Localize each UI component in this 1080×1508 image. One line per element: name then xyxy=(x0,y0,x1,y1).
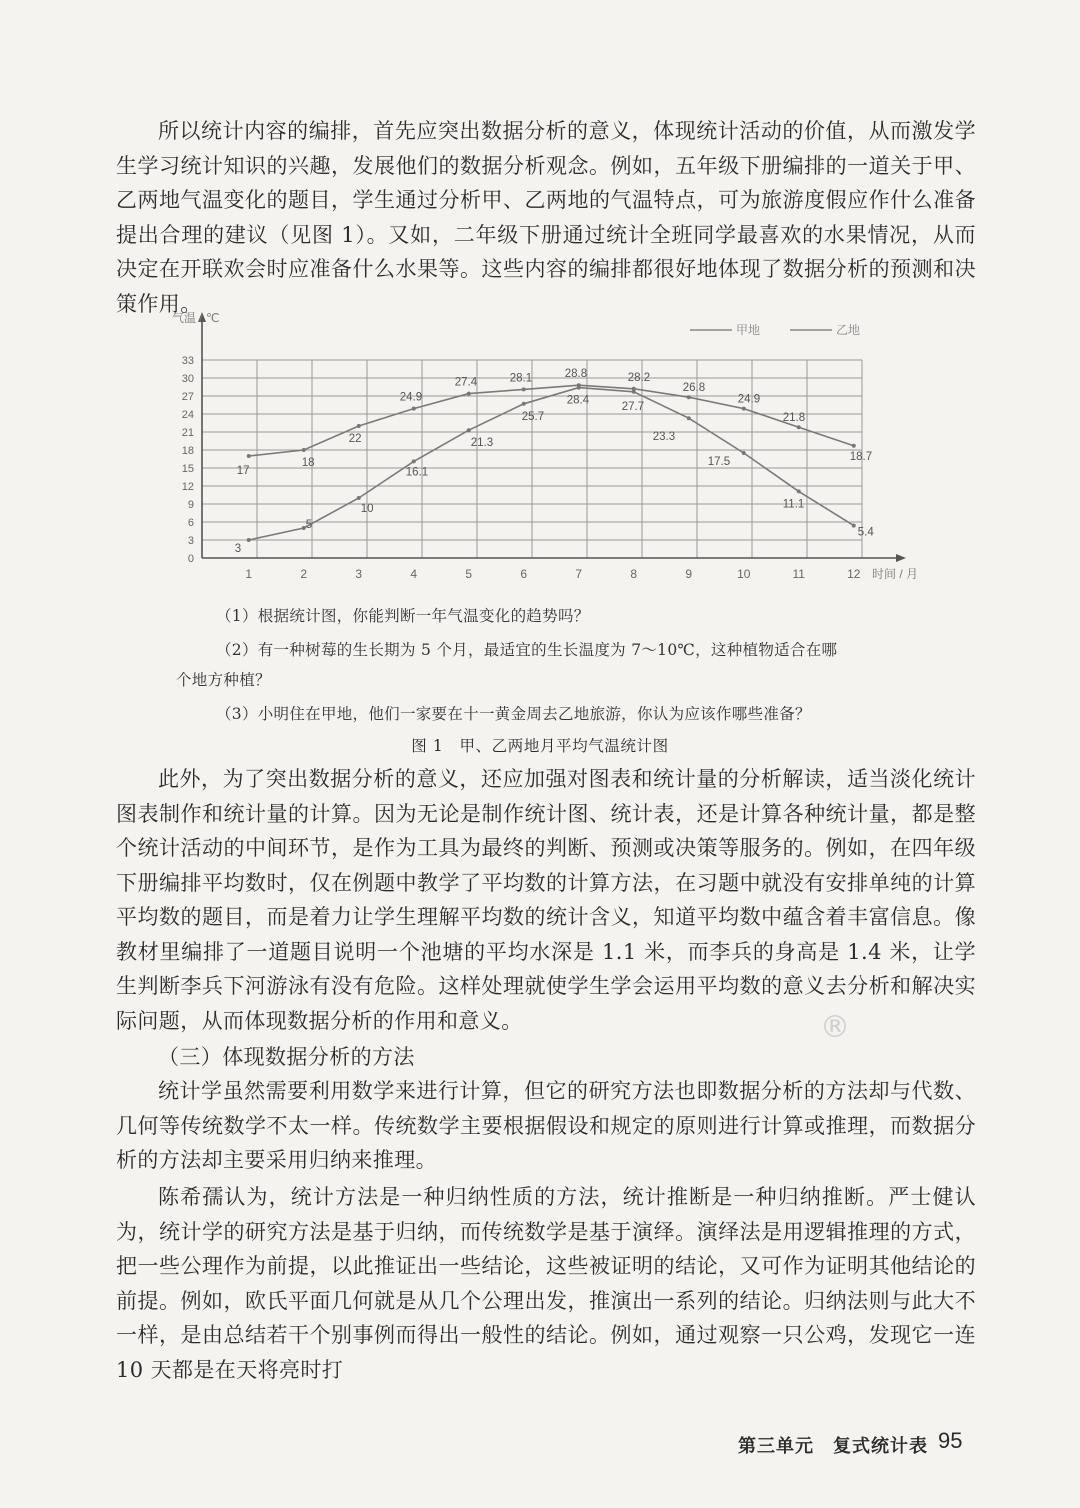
x-tick-label: 12 xyxy=(847,567,861,581)
data-label: 26.8 xyxy=(682,382,706,395)
data-label: 28.4 xyxy=(566,394,590,407)
data-label: 28.8 xyxy=(564,368,588,381)
x-tick-label: 6 xyxy=(520,567,528,581)
data-point xyxy=(522,387,526,391)
x-tick-label: 10 xyxy=(737,567,751,581)
data-label: 11.1 xyxy=(782,498,805,511)
data-point xyxy=(742,407,746,411)
data-label: 21.8 xyxy=(782,412,806,425)
data-label: 3 xyxy=(234,543,242,555)
data-point xyxy=(412,459,416,463)
data-label: 28.2 xyxy=(627,371,651,384)
y-tick-label: 15 xyxy=(181,463,194,475)
data-point xyxy=(247,538,251,542)
paragraph-analysis: 此外，为了突出数据分析的意义，还应加强对图表和统计量的分析解读，适当淡化统计图表制作和统计量的计算。因为无论是制作统计图、统计表，还是计算各种统计量，都是整个统计活动的中间环节，是作为工具为最终的判断、预测或决策等服务的。例如，在四年级下册编排平均数时，仅在例题中教学了平均数的计算方法，在习题中就没有安排单纯的计算平均数的题目，而是着力让学生理解平均数的统计含义，知道平均数中蕴含着丰富信息。像教材里编排了一道题目说明一个池塘的平均水深是 1.1 米，而李兵的身高是 1.4 米，让学生判断李兵下河游泳有没有危险。这样处理就使学生学会运用平均数的意义去分析和解决实际问题，从而体现数据分析的作用和意义。 xyxy=(116,767,976,1033)
data-point xyxy=(687,395,691,399)
x-tick-label: 8 xyxy=(630,567,638,581)
data-label: 5.4 xyxy=(857,526,874,539)
registered-mark: ® xyxy=(820,1010,850,1045)
y-tick-label: 12 xyxy=(181,481,194,493)
data-label: 27.4 xyxy=(454,376,478,389)
paragraph-intro: 所以统计内容的编排，首先应突出数据分析的意义，体现统计活动的价值，从而激发学生学习统计知识的兴趣，发展他们的数据分析观念。例如，五年级下册编排的一道关于甲、乙两地气温变化的题目，学生通过分析甲、乙两地的气温特点，可为旅游度假应作什么准备提出合理的建议（见图 1）。又如，二年级下册通过统计全班同学最喜欢的水果情况，从而决定在开联欢会时应准备什么水果等。这些内容的编排都很好地体现了数据分析的预测和决策作用。 xyxy=(116,119,976,316)
data-point xyxy=(577,386,581,390)
data-point xyxy=(247,454,251,458)
data-label: 18.7 xyxy=(849,450,873,463)
legend-label: 甲地 xyxy=(736,323,761,337)
data-label: 16.1 xyxy=(405,466,429,479)
x-tick-label: 7 xyxy=(575,567,583,581)
data-point xyxy=(412,407,416,411)
x-tick-label: 3 xyxy=(355,567,363,581)
data-label: 18 xyxy=(301,457,315,469)
x-tick-label: 4 xyxy=(410,567,418,581)
paragraph-induction: 陈希孺认为，统计方法是一种归纳性质的方法，统计推断是一种归纳推断。严士健认为，统计学的研究方法是基于归纳，而传统数学是基于演绎。演绎法是用逻辑推理的方式，把一些公理作为前提，以此推证出一些结论，这些被证明的结论，又可作为证明其他结论的前提。例如，欧氏平面几何就是从几个公理出发，推演出一系列的结论。归纳法则与此大不一样，是由总结若干个别事例而得出一般性的结论。例如，通过观察一只公鸡，发现它一连 10 天都是在天将亮时打 xyxy=(116,1185,976,1382)
footer-unit-title: 第三单元 复式统计表 xyxy=(738,1436,928,1457)
x-tick-label: 9 xyxy=(685,567,693,581)
paragraph-method: 统计学虽然需要利用数学来进行计算，但它的研究方法也即数据分析的方法却与代数、几何等传统数学不太一样。传统数学主要根据假设和规定的原则进行计算或推理，而数据分析的方法却主要采用归纳来推理。 xyxy=(116,1079,976,1172)
y-tick-label: 0 xyxy=(187,553,194,565)
y-tick-label: 33 xyxy=(181,355,194,367)
page-number: 95 xyxy=(938,1428,963,1453)
y-tick-label: 6 xyxy=(187,517,194,529)
question-2-continued: 个地方种植？ xyxy=(176,671,271,689)
y-tick-label: 9 xyxy=(187,499,194,511)
data-label: 23.3 xyxy=(652,431,676,444)
y-tick-label: 3 xyxy=(187,535,194,547)
data-label: 21.3 xyxy=(470,437,494,450)
data-label: 10 xyxy=(360,503,374,515)
legend-label: 乙地 xyxy=(836,323,861,337)
data-label: 25.7 xyxy=(521,410,545,423)
x-tick-label: 5 xyxy=(465,567,473,581)
series-line-yi xyxy=(249,388,854,540)
data-point xyxy=(797,425,801,429)
y-tick-label: 30 xyxy=(181,373,194,385)
data-point xyxy=(797,489,801,493)
y-axis-label: 气温 / ℃ xyxy=(172,311,220,325)
data-point xyxy=(687,416,691,420)
y-tick-label: 27 xyxy=(181,391,194,403)
data-point xyxy=(742,451,746,455)
data-label: 17 xyxy=(236,465,250,477)
data-point xyxy=(357,424,361,428)
y-tick-label: 18 xyxy=(181,445,194,457)
x-tick-label: 11 xyxy=(792,567,805,581)
temperature-line-chart xyxy=(150,300,930,596)
data-label: 24.9 xyxy=(399,391,423,404)
data-label: 5 xyxy=(305,519,313,531)
question-1: （1）根据统计图，你能判断一年气温变化的趋势吗？ xyxy=(216,607,590,625)
x-tick-label: 1 xyxy=(245,567,253,581)
y-tick-label: 21 xyxy=(181,427,194,439)
data-label: 28.1 xyxy=(509,372,533,385)
figure-caption: 图 1 甲、乙两地月平均气温统计图 xyxy=(411,737,669,755)
section-heading: （三）体现数据分析的方法 xyxy=(158,1045,415,1069)
data-label: 22 xyxy=(348,433,362,445)
data-label: 27.7 xyxy=(621,400,645,413)
question-3: （3）小明住在甲地，他们一家要在十一黄金周去乙地旅游，你认为应该作哪些准备？ xyxy=(216,705,811,723)
data-point xyxy=(632,390,636,394)
x-axis-arrow xyxy=(896,554,906,562)
data-label: 17.5 xyxy=(707,456,731,468)
data-point xyxy=(852,444,856,448)
data-point xyxy=(522,402,526,406)
question-2: （2）有一种树莓的生长期为 5 个月，最适宜的生长温度为 7～10℃，这种植物适合在哪 xyxy=(216,641,838,659)
data-point xyxy=(302,448,306,452)
data-point xyxy=(357,496,361,500)
x-tick-label: 2 xyxy=(300,567,308,581)
data-point xyxy=(467,392,471,396)
data-label: 24.9 xyxy=(737,393,761,406)
y-tick-label: 24 xyxy=(181,409,194,421)
x-axis-label: 时间 / 月 xyxy=(872,567,919,581)
data-point xyxy=(852,524,856,528)
data-point xyxy=(467,428,471,432)
